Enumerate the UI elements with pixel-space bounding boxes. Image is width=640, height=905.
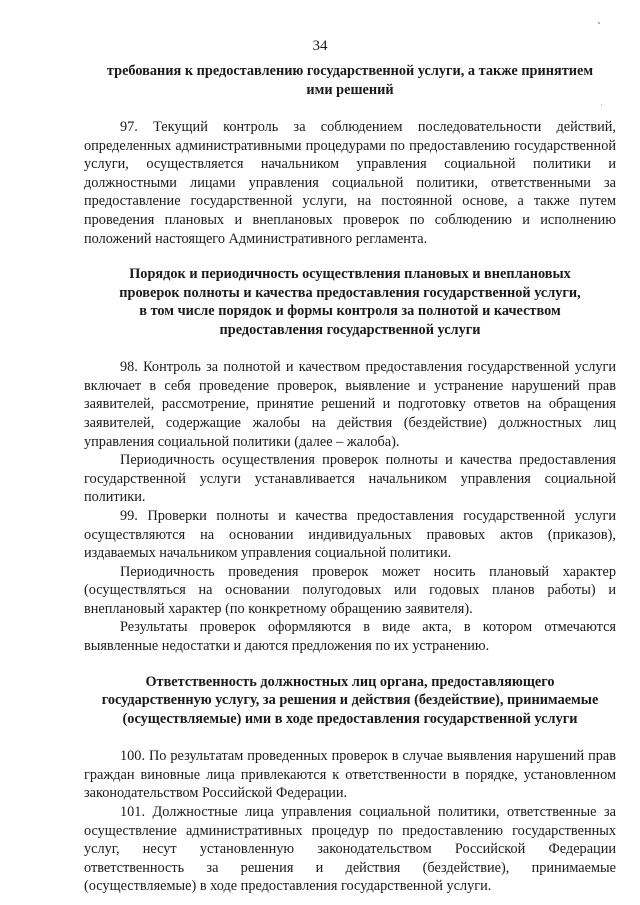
- paragraph-100: 100. По результатам проведенных проверок в случае выявления нарушений прав граждан виновные лица привлекаются к ответственности в порядке, установленном законодательством Российской Федерации.: [84, 748, 616, 802]
- heading-line: проверок полноты и качества предоставления государственной услуги,: [119, 284, 581, 301]
- heading-line: требования к предоставлению государственной услуги, а также принятием: [106, 63, 594, 79]
- heading-line: государственную услугу, за решения и действия (бездействие), принимаемые: [101, 692, 599, 709]
- section-heading-responsibility: [84, 673, 616, 729]
- heading-line: в том числе порядок и формы контроля за полнотой и качеством: [139, 303, 561, 320]
- document-body: [84, 62, 616, 896]
- paragraph-99: 99. Проверки полноты и качества предоставления государственной услуги осуществляются на основании индивидуальных правовых актов (приказов), издаваемых начальником управления социальной политики.: [84, 507, 616, 562]
- section-heading-control-continuation: [84, 62, 616, 99]
- paragraph-98-periodicity: Периодичность осуществления проверок полноты и качества предоставления государственной услуги устанавливается начальником управления социальной политики.: [84, 452, 616, 506]
- page-number: 34: [312, 38, 328, 54]
- paragraph-101: 101. Должностные лица управления социальной политики, ответственные за осуществление административных процедур по предоставлению государственных услуг, несут установленную законодательством Российской Федерации ответственность за решения и действия (бездействие), принимаемые (осуществляемые) в ходе предоставления государственной услуги.: [84, 803, 616, 895]
- heading-line: ими решений: [306, 81, 394, 98]
- section-heading-inspections: [84, 265, 616, 339]
- paragraph-98: 98. Контроль за полнотой и качеством предоставления государственной услуги включает в себя проведение проверок, выявление и устранение нарушений прав заявителей, рассмотрение, принятие решений и подготовку ответов на обращения заявителей, содержащие жалобы на действия (бездействие) должностных лиц управления социальной политики (далее – жалоба).: [84, 359, 616, 450]
- scan-speck: [598, 22, 600, 24]
- paragraph-97: 97. Текущий контроль за соблюдением последовательности действий, определенных административными процедурами по предоставлению государственной услуги, осуществляется начальником управления социальной политики и должностными лицами управления социальной политики, ответственными за предоставление государственной услуги, на постоянной основе, а также путем проведения плановых и внеплановых проверок по соблюдению и исполнению положений настоящего Административного регламента.: [84, 119, 616, 247]
- heading-line: предоставления государственной услуги: [219, 321, 481, 338]
- heading-line: Ответственность должностных лиц органа, предоставляющего: [145, 673, 555, 690]
- paragraph-99-periodicity: Периодичность проведения проверок может носить плановый характер (осуществляться на основании полугодовых или годовых планов работы) и внеплановый характер (по конкретному обращению заявителя).: [84, 563, 616, 617]
- heading-line: (осуществляемые) ими в ходе предоставления государственной услуги: [122, 710, 578, 727]
- heading-line: Порядок и периодичность осуществления плановых и внеплановых: [129, 266, 571, 283]
- paragraph-99-results: Результаты проверок оформляются в виде акта, в котором отмечаются выявленные недостатки и даются предложения по их устранению.: [84, 619, 616, 655]
